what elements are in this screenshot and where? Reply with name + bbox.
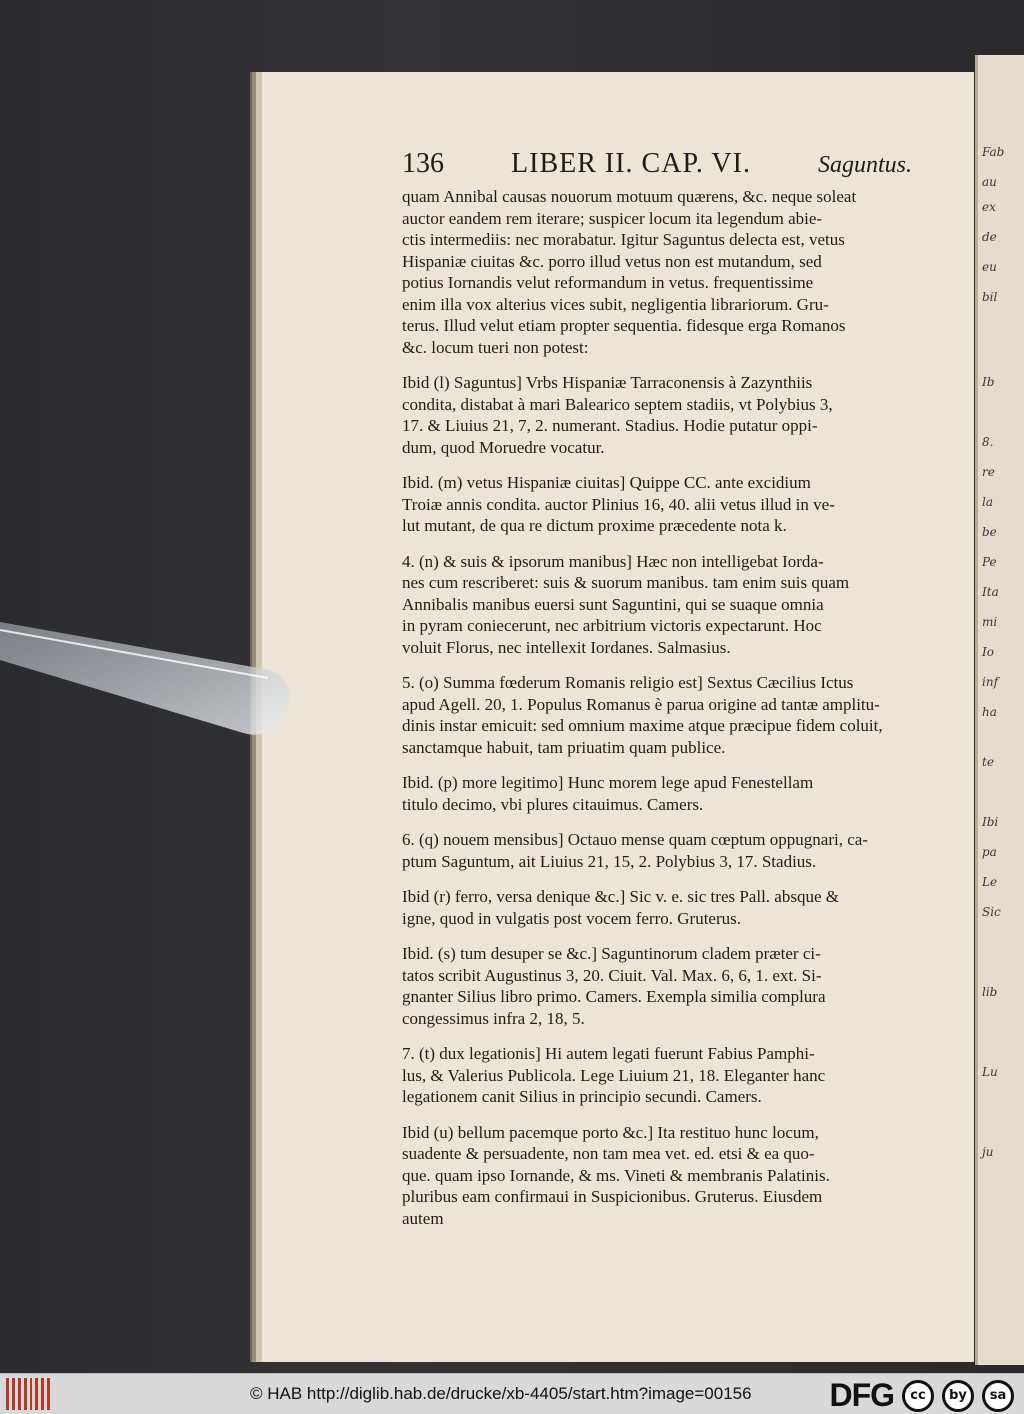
- text-line: ptum Saguntum, ait Liuius 21, 15, 2. Polybius 3, 17. Stadius.: [402, 851, 817, 871]
- text-line: lut mutant, de qua re dictum proxime præcedente nota k.: [402, 516, 787, 535]
- book-page: [262, 72, 974, 1362]
- text-line: 6. (q) nouem mensibus] Octauo mense quam cœptum oppugnari, ca-: [402, 830, 868, 849]
- paragraph-10: [402, 1122, 912, 1230]
- page-number: 136: [402, 148, 444, 179]
- paragraph-7: [402, 886, 912, 929]
- paragraph-1: [402, 372, 912, 458]
- text-line: 17. & Liuius 21, 7, 2. numerant. Stadius. Hodie putatur oppi-: [402, 416, 818, 435]
- cc-by-icon: by: [942, 1380, 974, 1412]
- text-line: apud Agell. 20, 1. Populus Romanus è parua origine ad tantæ amplitu-: [402, 694, 880, 714]
- text-line: dum, quod Moruedre vocatur.: [402, 437, 605, 457]
- paragraph-3: [402, 551, 912, 659]
- text-line: nes cum rescriberet: suis & suorum manibus. tam enim suis quam: [402, 573, 850, 592]
- text-line: sanctamque habuit, tam priuatim quam publice.: [402, 737, 726, 757]
- text-line: Annibalis manibus euersi sunt Saguntini, qui se suaque omnia: [402, 594, 824, 614]
- facing-page-edge: Fab au ex de eu bil Ib 8. re la be Pe Ita mi Io inf ha te Ibi pa Le Sic lib Lu ju: [975, 55, 1024, 1365]
- dfg-logo: DFG: [829, 1377, 894, 1413]
- text-line: suadente & persuadente, non tam mea vet. ed. etsi & ea quo-: [402, 1144, 815, 1163]
- text-line: terus. Illud velut etiam propter sequentia. fidesque erga Romanos: [402, 316, 846, 335]
- text-line: autem: [402, 1208, 444, 1228]
- text-line: tatos scribit Augustinus 3, 20. Ciuit. Val. Max. 6, 6, 1. ext. Si-: [402, 965, 822, 985]
- text-line: pluribus eam confirmaui in Suspicionibus. Gruterus. Eiusdem: [402, 1187, 823, 1206]
- cc-license-icon[interactable]: cc: [902, 1380, 934, 1412]
- paragraph-4: [402, 672, 912, 758]
- text-line: legationem canit Silius in principio secundi. Camers.: [402, 1087, 762, 1106]
- text-line: potius Iornandis velut reformandum in vetus. frequentissime: [402, 273, 814, 292]
- text-line: Troiæ annis condita. auctor Plinius 16, 40. alii vetus illud in ve-: [402, 494, 835, 514]
- text-line: voluit Florus, nec intellexit Iordanes. Salmasius.: [402, 637, 731, 657]
- text-line: Ibid. (p) more legitimo] Hunc morem lege apud Fenestellam: [402, 773, 814, 792]
- text-line: gnanter Silius libro primo. Camers. Exempla similia complura: [402, 987, 826, 1006]
- text-line: ctis intermediis: nec morabatur. Igitur Saguntus delecta est, vetus: [402, 230, 845, 249]
- text-line: Ibid (l) Saguntus] Vrbs Hispaniæ Tarraconensis à Zazynthiis: [402, 373, 813, 392]
- text-line: titulo decimo, vbi plures citauimus. Camers.: [402, 794, 704, 814]
- text-line: que. quam ipso Iornande, & ms. Vineti & membranis Palatinis.: [402, 1165, 830, 1185]
- page-body-text: [402, 186, 912, 1229]
- text-line: lus, & Valerius Publicola. Lege Liuium 21, 18. Eleganter hanc: [402, 1065, 826, 1085]
- paragraph-0: [402, 186, 912, 358]
- text-line: auctor eandem rem iterare; suspicer locum ita legendum abie-: [402, 208, 823, 228]
- text-line: enim illa vox alterius vices subit, negligentia librariorum. Gru-: [402, 294, 829, 314]
- text-line: dinis instar emicuit: sed omnium maxime atque præcipue fidem coluit,: [402, 716, 883, 735]
- text-line: igne, quod in vulgatis post vocem ferro. Gruterus.: [402, 908, 741, 928]
- cc-sa-icon: sa: [982, 1380, 1014, 1412]
- text-line: condita, distabat à mari Balearico septem stadiis, vt Polybius 3,: [402, 394, 833, 414]
- paragraph-2: [402, 472, 912, 537]
- paragraph-6: [402, 829, 912, 872]
- text-line: Ibid (u) bellum pacemque porto &c.] Ita restituo hunc locum,: [402, 1122, 819, 1142]
- text-line: 7. (t) dux legationis] Hi autem legati fuerunt Fabius Pamphi-: [402, 1044, 815, 1063]
- page-header: [402, 148, 912, 186]
- text-line: quam Annibal causas nouorum motuum quærens, &c. neque soleat: [402, 187, 857, 206]
- paragraph-8: [402, 943, 912, 1029]
- paragraph-9: [402, 1043, 912, 1108]
- text-line: &c. locum tueri non potest:: [402, 337, 589, 357]
- text-line: in pyram coniecerunt, nec arbitrium victoris expectarunt. Hoc: [402, 616, 822, 635]
- viewer-footer: [0, 1373, 1024, 1414]
- text-line: 5. (o) Summa fœderum Romanis religio est] Sextus Cæcilius Ictus: [402, 673, 854, 692]
- text-line: congessimus infra 2, 18, 5.: [402, 1008, 585, 1028]
- paragraph-5: [402, 772, 912, 815]
- running-title: Saguntus.: [817, 152, 912, 178]
- text-line: Hispaniæ ciuitas &c. porro illud vetus non est mutandum, sed: [402, 251, 822, 271]
- source-credit[interactable]: © HAB http://diglib.hab.de/drucke/xb-4405/start.htm?image=00156: [250, 1384, 752, 1403]
- hab-logo-icon: [6, 1378, 50, 1410]
- text-line: Ibid. (s) tum desuper se &c.] Saguntinorum cladem præter ci-: [402, 944, 821, 963]
- text-line: 4. (n) & suis & ipsorum manibus] Hæc non intelligebat Iorda-: [402, 551, 824, 571]
- text-line: Ibid (r) ferro, versa denique &c.] Sic v. e. sic tres Pall. absque &: [402, 887, 839, 906]
- chapter-heading: LIBER II. CAP. VI.: [511, 148, 751, 179]
- text-line: Ibid. (m) vetus Hispaniæ ciuitas] Quippe CC. ante excidium: [402, 473, 811, 492]
